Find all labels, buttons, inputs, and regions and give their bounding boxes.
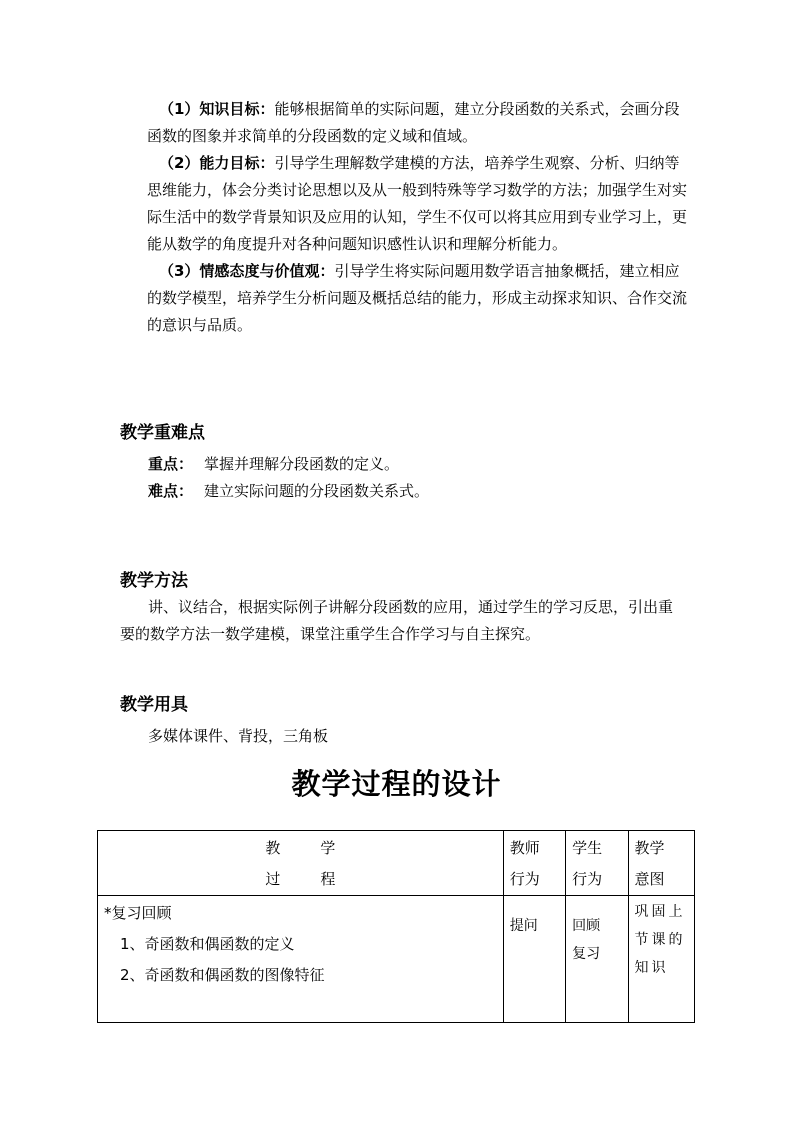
row-student-line2: 复习 bbox=[572, 946, 601, 962]
row-process-title: *复习回顾 bbox=[104, 904, 172, 922]
difficulty-line bbox=[148, 479, 429, 503]
focus-line bbox=[148, 452, 399, 476]
header-student-line2: 行为 bbox=[572, 870, 603, 888]
row-student-line1: 回顾 bbox=[572, 918, 601, 934]
row-process-item-1: 1、奇函数和偶函数的定义 bbox=[120, 935, 295, 953]
objective-ability bbox=[147, 150, 687, 258]
teaching-objectives bbox=[147, 96, 687, 339]
tools-text: 多媒体课件、背投，三角板 bbox=[148, 727, 329, 745]
row-process-item-2: 2、奇函数和偶函数的图像特征 bbox=[120, 966, 325, 984]
header-student bbox=[566, 831, 628, 896]
objective-attitude-text: 引导学生将实际问题用数学语言抽象概括，建立相应的数学模型，培养学生分析问题及概括总结的能力，形成主动探求知识、合作交流的意识与品质。 bbox=[147, 262, 688, 334]
header-process-char4: 程 bbox=[320, 870, 336, 888]
row-teacher bbox=[503, 896, 565, 1023]
row-intent bbox=[628, 896, 694, 1023]
row-student bbox=[566, 896, 628, 1023]
header-teacher bbox=[503, 831, 565, 896]
row-process bbox=[98, 896, 504, 1023]
tools-heading: 教学用具 bbox=[120, 695, 188, 715]
header-teacher-line1: 教师 bbox=[509, 839, 540, 857]
design-title: 教学过程的设计 bbox=[291, 767, 502, 801]
row-intent-line1: 巩固上 bbox=[634, 904, 686, 920]
header-student-line1: 学生 bbox=[572, 839, 603, 857]
table-header-row bbox=[98, 831, 695, 896]
header-intent-line2: 意图 bbox=[634, 870, 665, 888]
objective-knowledge bbox=[147, 96, 687, 150]
focus-text: 掌握并理解分段函数的定义。 bbox=[204, 455, 400, 473]
focus-label: 重点： bbox=[148, 455, 194, 473]
table-row bbox=[98, 896, 695, 1023]
header-process-char3: 过 bbox=[265, 870, 281, 888]
difficulty-text: 建立实际问题的分段函数关系式。 bbox=[204, 482, 430, 500]
header-process-char1: 教 bbox=[265, 839, 281, 857]
difficulty-label: 难点： bbox=[148, 482, 194, 500]
objective-knowledge-text: 能够根据简单的实际问题，建立分段函数的关系式，会画分段函数的图象并求简单的分段函数的定义域和值域。 bbox=[147, 100, 680, 145]
methods-text: 讲、议结合，根据实际例子讲解分段函数的应用，通过学生的学习反思，引出重要的数学方法一数学建模，课堂注重学生合作学习与自主探究。 bbox=[120, 598, 674, 643]
header-teacher-line2: 行为 bbox=[509, 870, 540, 888]
objective-attitude bbox=[147, 258, 687, 339]
header-process-char2: 学 bbox=[320, 839, 336, 857]
row-intent-line2: 节课的 bbox=[634, 932, 686, 948]
key-points-heading: 教学重难点 bbox=[120, 423, 205, 443]
header-intent bbox=[628, 831, 694, 896]
objective-ability-label: （2）能力目标： bbox=[159, 154, 275, 172]
header-intent-line1: 教学 bbox=[634, 839, 665, 857]
objective-knowledge-label: （1）知识目标： bbox=[159, 100, 275, 118]
methods-heading: 教学方法 bbox=[120, 571, 188, 591]
objective-attitude-label: （3）情感态度与价值观： bbox=[159, 262, 335, 280]
objective-ability-text: 引导学生理解数学建模的方法，培养学生观察、分析、归纳等思维能力，体会分类讨论思想以及从一般到特殊等学习数学的方法；加强学生对实际生活中的数学背景知识及应用的认知，学生不仅可以将其应用到专业学习上，更能从数学的角度提升对各种问题知识感性认识和理解分析能力。 bbox=[147, 154, 688, 253]
row-teacher-text: 提问 bbox=[509, 918, 538, 934]
process-table bbox=[97, 830, 695, 1023]
row-intent-line3: 知识 bbox=[634, 960, 669, 976]
header-process bbox=[98, 831, 504, 896]
